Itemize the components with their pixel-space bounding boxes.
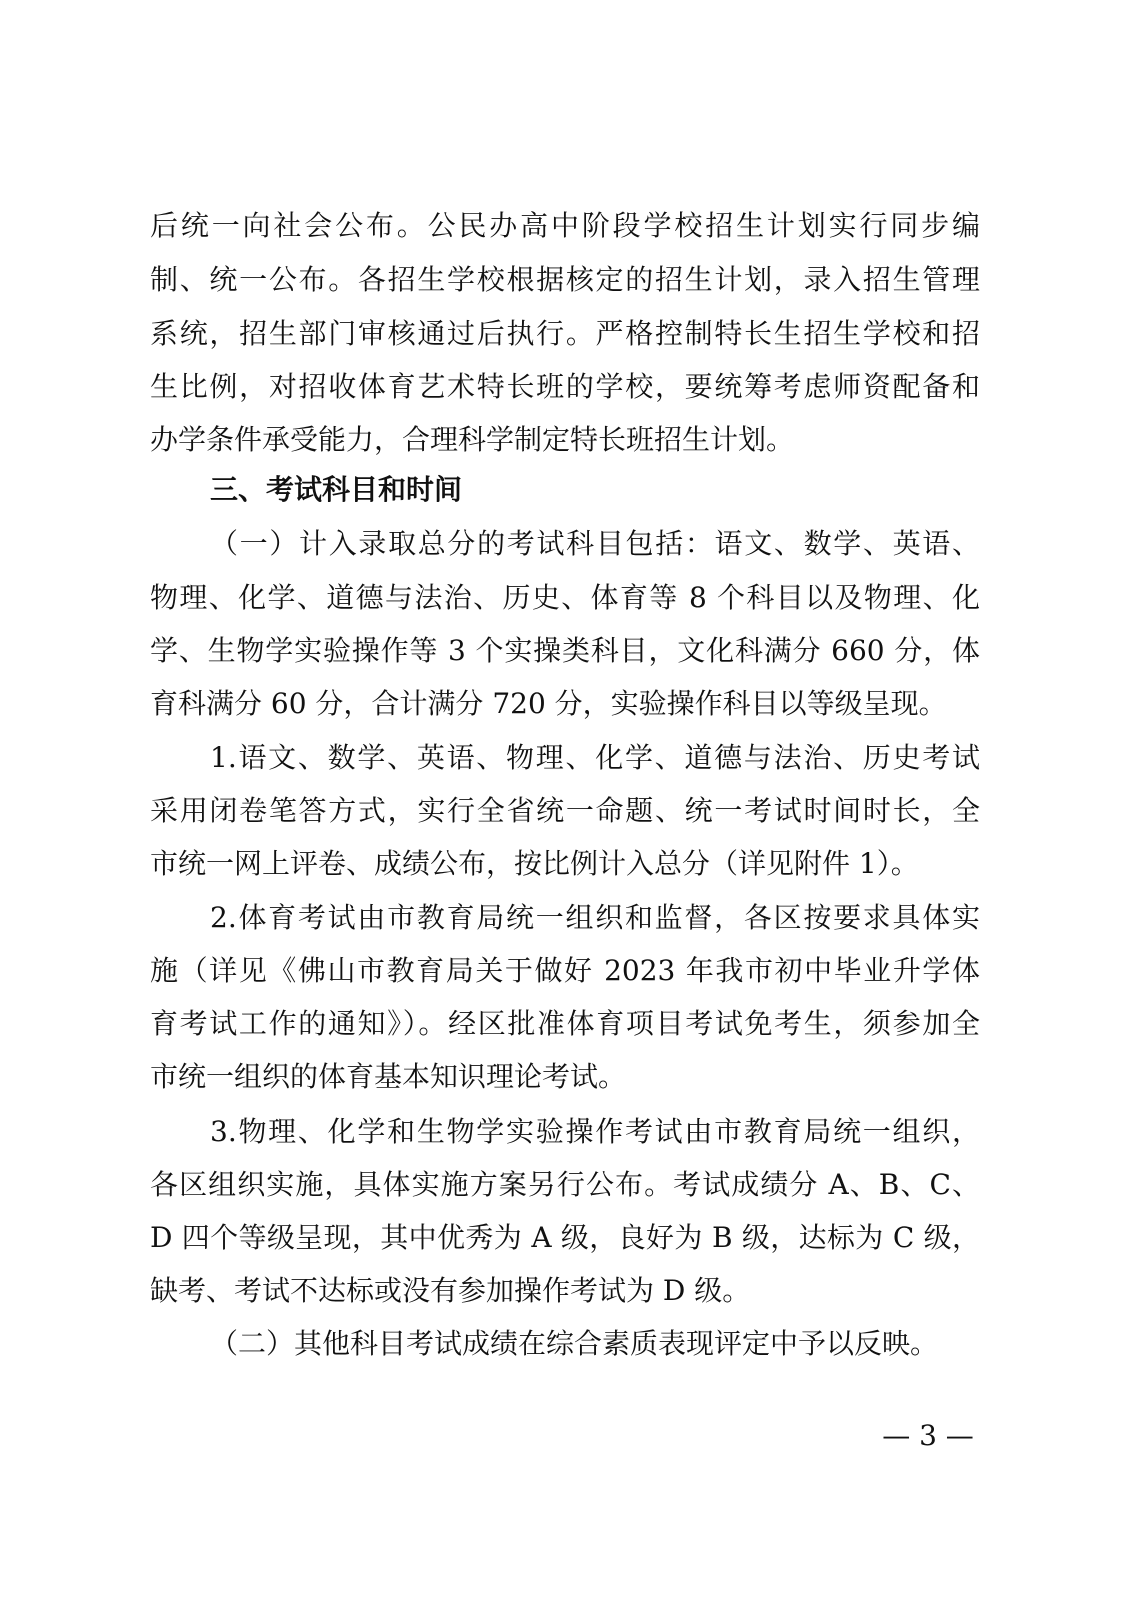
paragraph-5-line-1: 3.物理、化学和生物学实验操作考试由市教育局统一组织， [210, 1115, 980, 1148]
paragraph-2-line-3: 学、生物学实验操作等 3 个实操类科目，文化科满分 660 分，体 [150, 634, 980, 667]
paragraph-5-line-2: 各区组织实施，具体实施方案另行公布。考试成绩分 A、B、C、 [150, 1168, 980, 1201]
paragraph-1-line-4: 生比例，对招收体育艺术特长班的学校，要统筹考虑师资配备和 [150, 370, 980, 403]
paragraph-2-line-1: （一）计入录取总分的考试科目包括：语文、数学、英语、 [210, 527, 980, 560]
paragraph-1-line-3: 系统，招生部门审核通过后执行。严格控制特长生招生学校和招 [150, 317, 980, 350]
paragraph-6-line-1: （二）其他科目考试成绩在综合素质表现评定中予以反映。 [210, 1327, 939, 1360]
paragraph-3-line-3: 市统一网上评卷、成绩公布，按比例计入总分（详见附件 1）。 [150, 847, 919, 880]
section-heading-3: 三、考试科目和时间 [210, 473, 463, 506]
paragraph-4-line-3: 育考试工作的通知》）。经区批准体育项目考试免考生，须参加全 [150, 1007, 980, 1040]
paragraph-5-line-4: 缺考、考试不达标或没有参加操作考试为 D 级。 [150, 1274, 751, 1307]
paragraph-1-line-5: 办学条件承受能力，合理科学制定特长班招生计划。 [150, 423, 795, 456]
paragraph-2-line-4: 育科满分 60 分，合计满分 720 分，实验操作科目以等级呈现。 [150, 687, 947, 720]
paragraph-4-line-4: 市统一组织的体育基本知识理论考试。 [150, 1060, 627, 1093]
paragraph-1-line-2: 制、统一公布。各招生学校根据核定的招生计划，录入招生管理 [150, 263, 980, 296]
paragraph-1-line-1: 后统一向社会公布。公民办高中阶段学校招生计划实行同步编 [150, 209, 980, 242]
paragraph-2-line-2: 物理、化学、道德与法治、历史、体育等 8 个科目以及物理、化 [150, 581, 980, 614]
paragraph-4-line-1: 2.体育考试由市教育局统一组织和监督，各区按要求具体实 [210, 901, 980, 934]
paragraph-4-line-2: 施（详见《佛山市教育局关于做好 2023 年我市初中毕业升学体 [150, 954, 980, 987]
paragraph-3-line-1: 1.语文、数学、英语、物理、化学、道德与法治、历史考试 [210, 741, 980, 774]
paragraph-3-line-2: 采用闭卷笔答方式，实行全省统一命题、统一考试时间时长，全 [150, 794, 980, 827]
paragraph-5-line-3: D 四个等级呈现，其中优秀为 A 级，良好为 B 级，达标为 C 级， [150, 1221, 980, 1254]
page-number: — 3 — [882, 1419, 974, 1452]
